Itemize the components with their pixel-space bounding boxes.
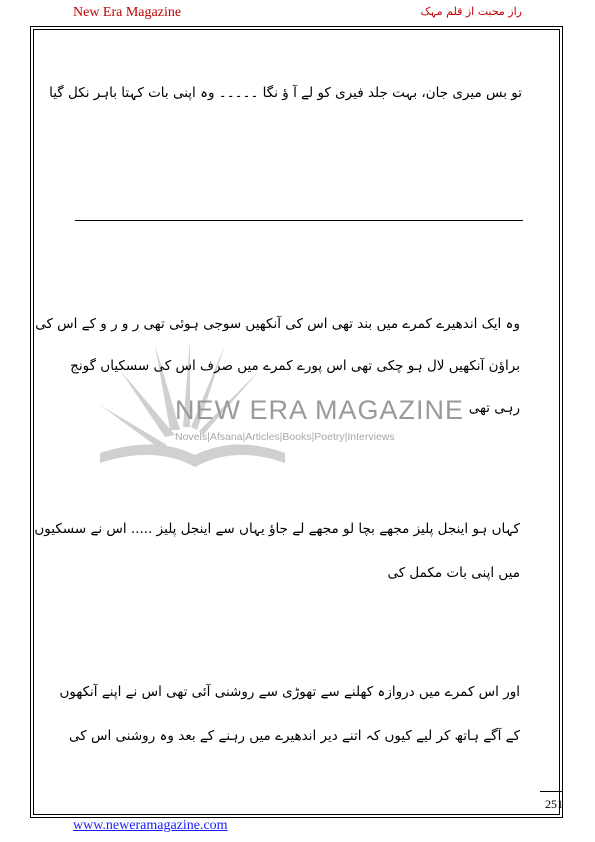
text-line: براؤن آنکھیں لال ہو چکی تھی اس پورے کمرے میں صرف اس کی سسکیاں گونج <box>70 358 520 374</box>
watermark-title: NEW ERA MAGAZINE <box>175 395 465 425</box>
website-link[interactable]: www.neweramagazine.com <box>73 818 228 833</box>
text-line: تو بس میری جان، بہت جلد فیری کو لے آ ؤ نگا ۔۔۔۔۔ وہ اپنی بات کہتا باہر نکل گیا <box>49 85 522 101</box>
text-line: رہی تھی <box>468 400 520 416</box>
text-line: کہاں ہو اینجل پلیز مجھے بچا لو مجھے لے جاؤ یہاں سے اینجل پلیز ..... اس نے سسکیوں <box>34 521 520 537</box>
page-number-rule <box>540 791 562 792</box>
section-divider <box>75 220 523 221</box>
text-line: اور اس کمرے میں دروازہ کھلنے سے تھوڑی سے روشنی آئی تھی اس نے اپنے آنکھوں <box>59 684 520 700</box>
page-number: 251 <box>545 797 563 811</box>
magazine-name: New Era Magazine <box>73 5 182 20</box>
watermark-subtitle: Novels|Afsana|Articles|Books|Poetry|Interviews <box>175 431 395 443</box>
text-line: وہ ایک اندھیرے کمرے میں بند تھی اس کی آنکھیں سوجی ہوئی تھی ر و ر و کے اس کی <box>35 316 520 332</box>
text-line: میں اپنی بات مکمل کی <box>387 565 520 581</box>
text-line: کے آگے ہاتھ کر لیے کیوں کہ اتنے دیر اندھیرے میں رہنے کے بعد وہ روشنی اس کی <box>69 728 520 744</box>
story-title: راز محبت از قلم مہک <box>420 5 522 18</box>
